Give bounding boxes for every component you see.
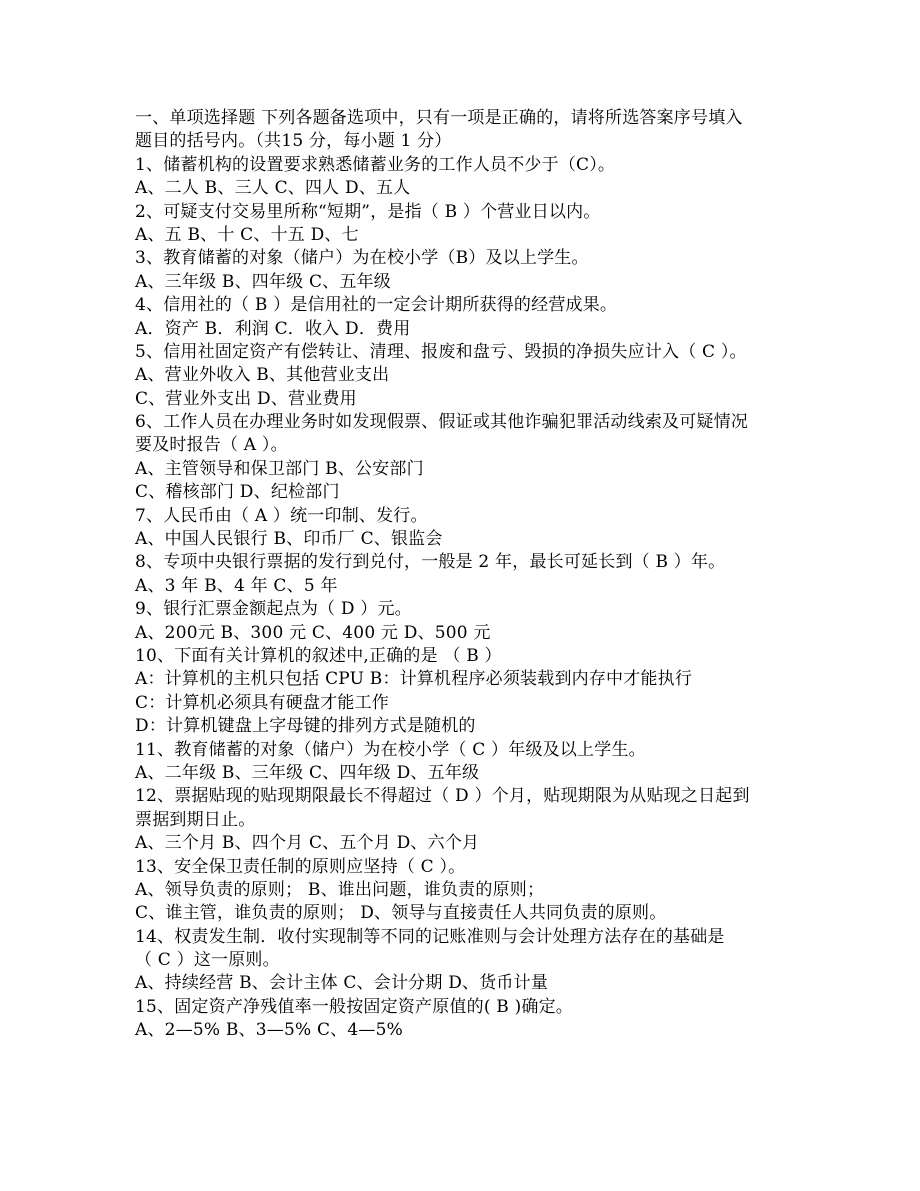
question-line: （ C ）这一原则。 [135, 950, 280, 971]
options-line: A、三个月 B、四个月 C、五个月 D、六个月 [135, 833, 480, 854]
question-line: 14、权责发生制．收付实现制等不同的记账准则与会计处理方法存在的基础是 [135, 926, 725, 947]
options-line: A．资产 B．利润 C．收入 D．费用 [135, 318, 411, 339]
options-line: C：计算机必须具有硬盘才能工作 [135, 692, 390, 713]
options-line: A、二人 B、三人 C、四人 D、五人 [135, 178, 411, 199]
options-line: C、谁主管，谁负责的原则； D、领导与直接责任人共同负责的原则。 [135, 903, 667, 924]
options-line: A、领导负责的原则； B、谁出问题，谁负责的原则； [135, 879, 545, 900]
question-line: 2、可疑支付交易里所称“短期”，是指（ B ）个营业日以内。 [135, 201, 601, 222]
options-line: A、五 B、十 C、十五 D、七 [135, 224, 359, 245]
options-line: A、200元 B、300 元 C、400 元 D、500 元 [135, 622, 491, 643]
options-line: A：计算机的主机只包括 CPU B：计算机程序必须装载到内存中才能执行 [135, 669, 693, 690]
section-heading-line: 一、单项选择题 下列各题备选项中，只有一项是正确的，请将所选答案序号填入 [135, 108, 743, 128]
options-line: A、2—5% B、3—5% C、4—5% [135, 1020, 403, 1041]
options-line: A、营业外收入 B、其他营业支出 [135, 365, 390, 386]
options-line: A、二年级 B、三年级 C、四年级 D、五年级 [135, 762, 480, 783]
question-line: 1、储蓄机构的设置要求熟悉储蓄业务的工作人员不少于（C）。 [135, 154, 616, 175]
options-line: A、中国人民银行 B、印币厂 C、银监会 [135, 529, 443, 550]
question-line: 8、专项中央银行票据的发行到兑付，一般是 2 年，最长可延长到（ B ）年。 [135, 552, 726, 573]
question-line: 10、下面有关计算机的叙述中,正确的是 （ B ） [135, 645, 502, 666]
question-line: 票据到期日止。 [135, 809, 256, 830]
question-line: 5、信用社固定资产有偿转让、清理、报废和盘亏、毁损的净损失应计入（ C ）。 [135, 341, 747, 362]
section-heading-line: 题目的括号内。（共15 分，每小题 1 分） [135, 131, 452, 152]
options-line: C、稽核部门 D、纪检部门 [135, 482, 340, 503]
question-line: 要及时报告（ A ）。 [135, 435, 288, 456]
question-line: 3、教育储蓄的对象（储户）为在校小学（B）及以上学生。 [135, 248, 589, 269]
question-line: 4、信用社的（ B ）是信用社的一定会计期所获得的经营成果。 [135, 295, 618, 316]
options-line: A、3 年 B、4 年 C、5 年 [135, 575, 338, 596]
question-line: 11、教育储蓄的对象（储户）为在校小学（ C ）年级及以上学生。 [135, 739, 646, 760]
options-line: C、营业外支出 D、营业费用 [135, 388, 357, 409]
question-line: 13、安全保卫责任制的原则应坚持（ C ）。 [135, 856, 466, 877]
options-line: A、主管领导和保卫部门 B、公安部门 [135, 458, 424, 479]
question-line: 15、固定资产净残值率一般按固定资产原值的( B )确定。 [135, 996, 573, 1017]
options-line: D：计算机键盘上字母键的排列方式是随机的 [135, 716, 476, 737]
options-line: A、三年级 B、四年级 C、五年级 [135, 271, 391, 292]
document-body [135, 107, 785, 1043]
question-line: 7、人民币由（ A ）统一印制、发行。 [135, 505, 428, 526]
question-line: 9、银行汇票金额起点为（ D ）元。 [135, 599, 412, 620]
question-line: 6、工作人员在办理业务时如发现假票、假证或其他诈骗犯罪活动线索及可疑情况 [135, 412, 749, 433]
options-line: A、持续经营 B、会计主体 C、会计分期 D、货币计量 [135, 973, 549, 994]
question-line: 12、票据贴现的贴现期限最长不得超过（ D ）个月，贴现期限为从贴现之日起到 [135, 786, 750, 807]
